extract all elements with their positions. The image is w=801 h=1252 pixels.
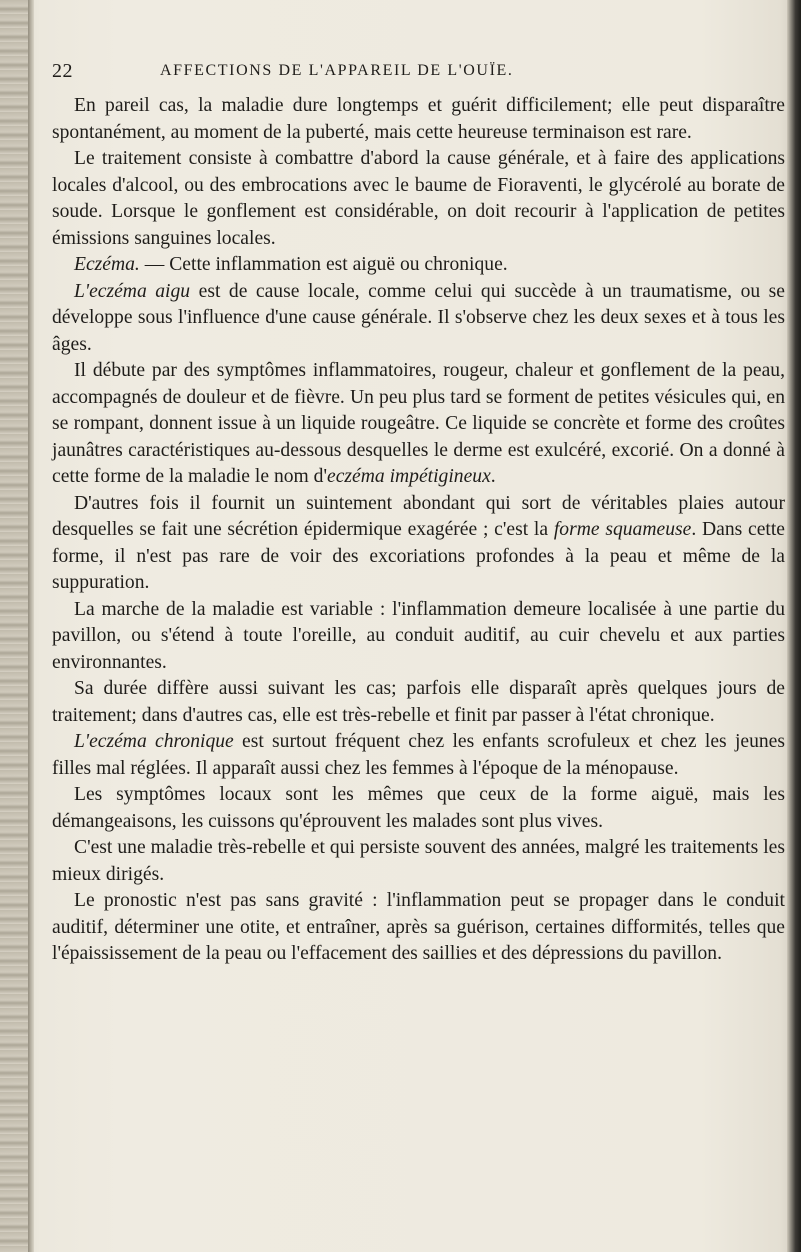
section-heading-eczema: Eczéma. xyxy=(74,254,140,275)
text-body xyxy=(52,93,785,968)
paragraph-text: D'autres fois il fournit un suintement abondant qui sort de véritables plaies autour desquelles se fait une sécrétion épidermique exagérée ; c'est la xyxy=(52,492,785,540)
term-eczema-chronique: L'eczéma chronique xyxy=(74,731,234,752)
paragraph-11 xyxy=(52,835,785,888)
page-binding-left xyxy=(0,0,34,1252)
paragraph-text: est de cause locale, comme celui qui succède à un traumatisme, ou se développe sous l'influence d'une cause générale. Il s'observe chez les deux sexes et à tous les âges. xyxy=(52,280,786,355)
paragraph-6 xyxy=(52,491,785,597)
paragraph-5 xyxy=(52,358,785,491)
paragraph-text: Sa durée diffère aussi suivant les cas; parfois elle disparaît après quelques jours de traitement; dans d'autres cas, elle est très-rebelle et finit par passer à l'état chronique. xyxy=(52,678,785,726)
page-number: 22 xyxy=(52,60,73,82)
paragraph-text-end: . xyxy=(490,466,496,487)
paragraph-text: Il débute par des symptômes inflammatoires, rougeur, chaleur et gonflement de la peau, accompagnés de douleur et de fièvre. Un peu plus tard se forment de petites vésicules qui, en se rompant, donnent issue à un liquide rougeâtre. Ce liquide se concrète et forme des croûtes jaunâtres caractéristiques au-dessous desquelles le derme est exulcéré, excorié. On a donné à cette forme de la maladie le nom d' xyxy=(52,360,785,487)
paragraph-3 xyxy=(52,252,785,279)
paragraph-4 xyxy=(52,279,785,359)
paragraph-text: — Cette inflammation est aiguë ou chronique. xyxy=(139,254,508,275)
term-eczema-impetigineux: eczéma impétigineux xyxy=(327,466,491,487)
page-edge-right xyxy=(787,0,801,1252)
paragraph-text: Les symptômes locaux sont les mêmes que ceux de la forme aiguë, mais les démangeaisons, les cuissons qu'éprouvent les malades sont plus vives. xyxy=(52,784,785,832)
paragraph-8 xyxy=(52,676,785,729)
paragraph-12 xyxy=(52,888,785,968)
paragraph-7 xyxy=(52,597,785,677)
page-header xyxy=(52,60,762,88)
paragraph-text: Le pronostic n'est pas sans gravité : l'inflammation peut se propager dans le conduit auditif, déterminer une otite, et entraîner, après sa guérison, certaines difformités, telles que l'épaississement de la peau ou l'effacement des saillies et des dépressions du pavillon. xyxy=(52,890,785,964)
term-forme-squameuse: forme squameuse xyxy=(553,519,692,540)
paragraph-text: C'est une maladie très-rebelle et qui persiste souvent des années, malgré les traitements les mieux dirigés. xyxy=(52,837,785,885)
term-eczema-aigu: L'eczéma aigu xyxy=(74,280,191,302)
paragraph-1 xyxy=(52,93,785,146)
paragraph-2 xyxy=(52,146,785,252)
paragraph-text: En pareil cas, la maladie dure longtemps et guérit difficilement; elle peut disparaître spontanément, au moment de la puberté, mais cette heureuse terminaison est rare. xyxy=(52,95,785,143)
running-title: AFFECTIONS DE L'APPAREIL DE L'OUÏE. xyxy=(160,62,514,79)
paragraph-10 xyxy=(52,782,785,835)
paragraph-text: est surtout fréquent chez les enfants scrofuleux et chez les jeunes filles mal réglées. Il apparaît aussi chez les femmes à l'époque de la ménopause. xyxy=(52,731,785,779)
paragraph-9 xyxy=(52,729,785,782)
paragraph-text: La marche de la maladie est variable : l'inflammation demeure localisée à une partie du pavillon, ou s'étend à toute l'oreille, au conduit auditif, au cuir chevelu et aux parties environnantes. xyxy=(52,598,785,673)
paragraph-text: Le traitement consiste à combattre d'abord la cause générale, et à faire des applications locales d'alcool, ou des embrocations avec le baume de Fioraventi, le glycérolé au borate de soude. Lorsque le gonflement est considérable, on doit recourir à l'application de petites émissions sanguines locales. xyxy=(52,148,785,249)
paragraph-text-end: . Dans cette forme, il n'est pas rare de voir des excoriations profondes à la peau et même de la suppuration. xyxy=(52,519,786,593)
